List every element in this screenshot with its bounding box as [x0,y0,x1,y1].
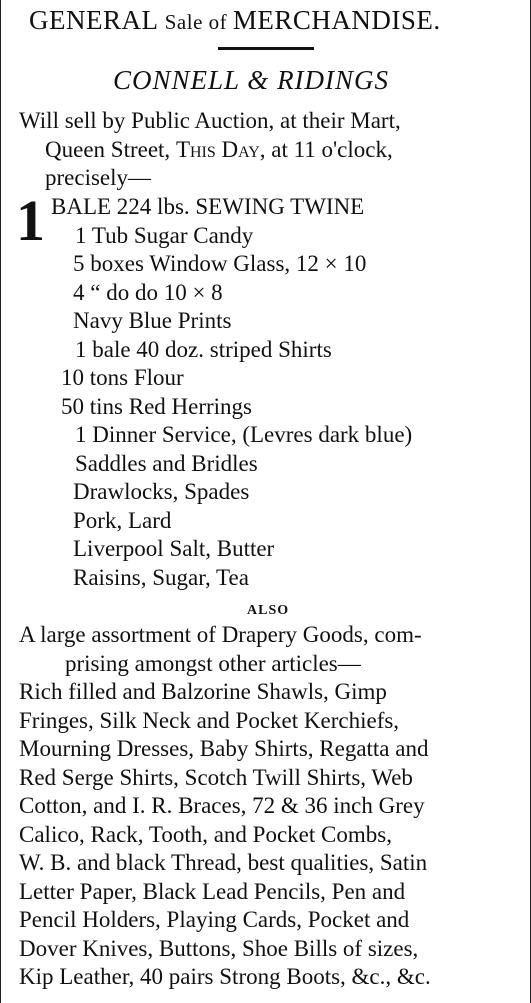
also-heading: ALSO [247,603,290,618]
item-window-glass-ditto: 4 “ do do 10 × 8 [73,280,223,305]
intro-line-3: precisely— [45,165,152,190]
firm-name: CONNELL & RIDINGS [113,65,390,95]
body-line-5: Cotton, and I. R. Braces, 72 & 36 inch Grey [19,793,425,818]
body-line-11: Kip Leather, 40 pairs Strong Boots, &c., &c. [19,964,431,989]
headline [29,6,441,36]
item-pork: Pork, Lard [73,508,172,533]
item-sewing-twine: BALE 224 lbs. SEWING TWINE [51,194,365,219]
body-line-2: Fringes, Silk Neck and Pocket Kerchiefs, [19,708,400,733]
drapery-line-1: A large assortment of Drapery Goods, com- [19,622,422,647]
headline-general: GENERAL [29,5,165,35]
intro-street: Queen Street, [45,137,176,162]
item-saddles: Saddles and Bridles [75,451,258,476]
item-salt-butter: Liverpool Salt, Butter [73,536,275,561]
body-line-6: Calico, Rack, Tooth, and Pocket Combs, [19,822,392,847]
item-window-glass: 5 boxes Window Glass, 12 × 10 [73,251,367,276]
item-navy-prints: Navy Blue Prints [73,308,232,333]
drapery-line-2: prising amongst other articles— [65,651,361,676]
body-line-10: Dover Knives, Buttons, Shoe Bills of sizes, [19,936,419,961]
item-sugar-candy: 1 Tub Sugar Candy [75,223,254,248]
intro-this-day: This Day [175,137,260,162]
body-line-7: W. B. and black Thread, best qualities, Satin [19,850,428,875]
body-line-3: Mourning Dresses, Baby Shirts, Regatta and [19,736,429,761]
body-line-9: Pencil Holders, Playing Cards, Pocket and [19,907,410,932]
item-raisins: Raisins, Sugar, Tea [73,565,249,590]
intro-line-1: Will sell by Public Auction, at their Mart, [19,108,401,133]
intro-time: , at 11 o'clock, [259,137,393,162]
item-drawlocks: Drawlocks, Spades [73,479,250,504]
headline-rule [218,47,314,50]
item-striped-shirts: 1 bale 40 doz. striped Shirts [75,337,332,362]
headline-sale-of: Sale of [164,10,233,34]
body-line-8: Letter Paper, Black Lead Pencils, Pen and [19,879,406,904]
item-red-herrings: 50 tins Red Herrings [61,394,253,419]
headline-merchandise: MERCHANDISE. [232,5,441,35]
item-flour: 10 tons Flour [61,365,184,390]
drop-cap: 1 [16,188,45,253]
body-line-4: Red Serge Shirts, Scotch Twill Shirts, Web [19,765,413,790]
body-line-1: Rich filled and Balzorine Shawls, Gimp [19,679,387,704]
intro-line-2 [45,136,393,164]
item-dinner-service: 1 Dinner Service, (Levres dark blue) [75,422,413,447]
